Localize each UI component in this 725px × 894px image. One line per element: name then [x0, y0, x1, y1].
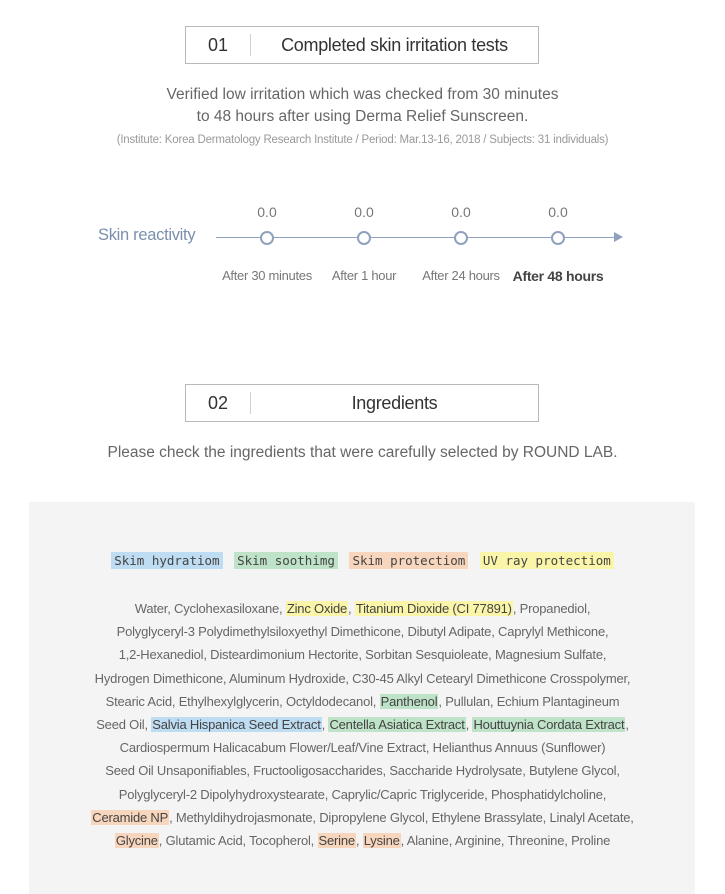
- ingredient-legend: [0, 552, 725, 569]
- description-line: Verified low irritation which was checked from 30 minutes: [166, 86, 559, 103]
- description-line: to 48 hours after using Derma Relief Sunscreen.: [196, 108, 529, 125]
- ingredient-line: Seed Oil, Salvia Hispanica Seed Extract, Centella Asiatica Extract, Houttuynia Cordata Extract,: [96, 717, 629, 733]
- highlight-uv: Titanium Dioxide (CI 77891): [355, 601, 512, 616]
- timeline-point: [454, 231, 468, 245]
- ingredient-line: Stearic Acid, Ethylhexylglycerin, Octyldodecanol, Panthenol, Pullulan, Echium Plantagineum: [105, 693, 620, 709]
- highlight-soothing: Panthenol: [380, 693, 438, 709]
- section-title: Ingredients: [351, 392, 438, 413]
- legend-hydration: Skim hydratiom: [111, 552, 222, 569]
- timeline-label: After 30 minutes: [222, 268, 312, 283]
- ingredient-line: Cardiospermum Halicacabum Flower/Leaf/Vine Extract, Helianthus Annuus (Sunflower): [119, 740, 606, 756]
- ingredients-list: [40, 597, 685, 852]
- ingredient-line: Water, Cyclohexasiloxane, Zinc Oxide, Titanium Dioxide (CI 77891), Propanediol,: [134, 601, 591, 616]
- legend-soothing: Skim soothimg: [234, 552, 338, 569]
- ingredient-line: Hydrogen Dimethicone, Aluminum Hydroxide, C30-45 Alkyl Cetearyl Dimethicone Crosspolymer,: [94, 670, 631, 686]
- ingredient-line: Ceramide NP, Methyldihydrojasmonate, Dipropylene Glycol, Ethylene Brassylate, Linalyl Acetate,: [92, 809, 634, 825]
- test-details-note: (Institute: Korea Dermatology Research Institute / Period: Mar.13-16, 2018 / Subjects: 31 individuals): [116, 134, 609, 146]
- timeline-label: After 24 hours: [422, 268, 500, 283]
- timeline-point: [551, 231, 565, 245]
- irritation-description: [0, 84, 725, 128]
- section-heading-irritation: [185, 26, 539, 64]
- highlight-soothing: Centella Asiatica Extract: [329, 717, 465, 733]
- timeline-label: After 1 hour: [331, 268, 397, 283]
- highlight-hydration: Salvia Hispanica Seed Extract: [152, 717, 321, 733]
- skin-reactivity-label: Skin reactivity: [98, 226, 196, 244]
- reactivity-value: 0.0: [548, 204, 568, 220]
- timeline-label-highlight: After 48 hours: [512, 268, 604, 284]
- timeline-point: [357, 231, 371, 245]
- timeline-arrow-icon: [614, 232, 623, 242]
- timeline-point: [260, 231, 274, 245]
- highlight-protection: Ceramide NP: [92, 809, 169, 825]
- highlight-protection: Glycine: [115, 833, 158, 849]
- legend-protection: Skim protectiom: [349, 552, 468, 569]
- ingredient-line: Polyglyceryl-2 Dipolyhydroxystearate, Caprylic/Capric Triglyceride, Phosphatidylcholine,: [118, 786, 607, 802]
- ingredient-line: Glycine, Glutamic Acid, Tocopherol, Serine, Lysine, Alanine, Arginine, Threonine, Proline: [115, 833, 611, 849]
- ingredient-line: Polyglyceryl-3 Polydimethylsiloxyethyl Dimethicone, Dibutyl Adipate, Caprylyl Methicone,: [116, 624, 609, 640]
- reactivity-value: 0.0: [354, 204, 374, 220]
- ingredient-line: Seed Oil Unsaponifiables, Fructooligosaccharides, Saccharide Hydrolysate, Butylene Glycol,: [105, 763, 620, 779]
- section-number: 01: [186, 34, 251, 56]
- legend-uv-protection: UV ray protectiom: [480, 552, 614, 569]
- highlight-uv: Zinc Oxide: [286, 601, 348, 616]
- reactivity-value: 0.0: [451, 204, 471, 220]
- ingredient-line: 1,2-Hexanediol, Disteardimonium Hectorite, Sorbitan Sesquioleate, Magnesium Sulfate,: [118, 647, 607, 663]
- section-heading-ingredients: [185, 384, 539, 422]
- ingredients-description: Please check the ingredients that were carefully selected by ROUND LAB.: [107, 444, 618, 461]
- highlight-soothing: Houttuynia Cordata Extract: [473, 717, 625, 733]
- highlight-protection: Serine: [318, 833, 355, 849]
- section-title: Completed skin irritation tests: [281, 34, 508, 55]
- reactivity-value: 0.0: [257, 204, 277, 220]
- highlight-protection: Lysine: [363, 833, 400, 849]
- section-number: 02: [186, 392, 251, 414]
